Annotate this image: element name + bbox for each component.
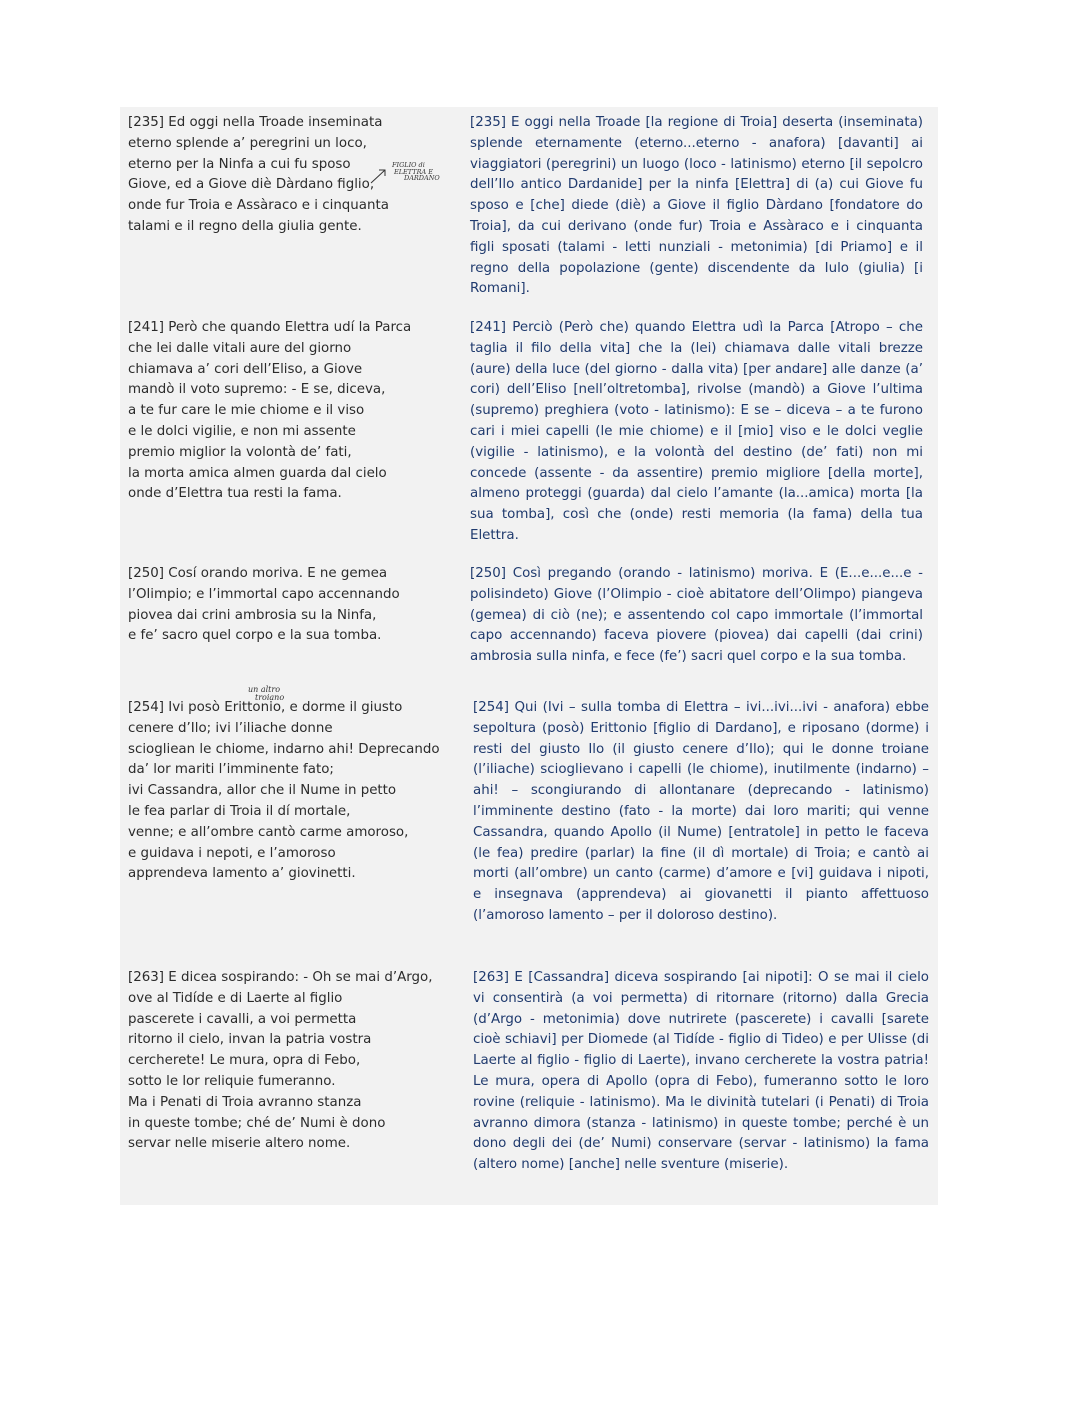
poem-line: [254] Ivi posò Erittonio, e dorme il giusto: [128, 700, 403, 715]
poem-line: che lei dalle vitali aure del giorno: [128, 340, 352, 356]
poem-line: la morta amica almen guarda dal cielo: [128, 465, 387, 481]
poem-line: in queste tombe; ché de’ Numi è dono: [128, 1115, 386, 1131]
handwritten-arrow-icon: [368, 166, 392, 186]
poem-line: chiamava a’ cori dell’Eliso, a Giove: [128, 361, 363, 377]
handwritten-note-dardano: [392, 162, 440, 182]
poem-line: Giove, ed a Giove diè Dàrdano figlio,: [128, 177, 375, 193]
poem-line: onde fur Troia e Assàraco e i cinquanta: [128, 198, 389, 214]
handwritten-line: ELETTRA E: [394, 167, 433, 176]
poem-line: l’Olimpio; e l’immortal capo accennando: [128, 586, 400, 602]
poem-line: venne; e all’ombre cantò carme amoroso,: [128, 824, 409, 840]
poem-stanza-263: [128, 968, 468, 1155]
poem-line: [250] Cosí orando moriva. E ne gemea: [128, 566, 388, 581]
poem-line: eterno splende a’ peregrini un loco,: [128, 135, 367, 151]
poem-line: [235] Ed oggi nella Troade inseminata: [128, 115, 383, 130]
poem-line: servar nelle miserie altero nome.: [128, 1136, 351, 1152]
handwritten-line: DARDANO: [404, 174, 440, 182]
poem-line: sotto le lor reliquie fumeranno.: [128, 1073, 336, 1089]
poem-line: [263] E dicea sospirando: - Oh se mai d’Argo,: [128, 970, 433, 985]
poem-stanza-250: [128, 564, 468, 647]
poem-stanza-254: [128, 698, 468, 885]
poem-line: apprendeva lamento a’ giovinetti.: [128, 866, 356, 882]
poem-line: eterno per la Ninfa a cui fu sposo: [128, 156, 351, 172]
poem-line: e le dolci vigilie, e non mi assente: [128, 423, 356, 439]
paraphrase-235: [235] E oggi nella Troade [la regione di Troia] deserta (inseminata) splende eternamente (eterno...eterno - anafora) [davanti] ai viaggiatori (peregrini) un luogo (loco - latinismo) eterno [il sepolcro dell’Ilo antico Dardanide] per la ninfa [Elettra] di (a) cui Giove fu sposo e [che] diede (diè) a Giove il figlio Dàrdano [fondatore do Troia], da cui derivano (onde fur) Troia e Assàraco e i cinquanta figli sposati (talami - letti nunziali - metonimia) [di Priamo] e il regno della popolazione (gente) discendente da Iulo (giulia) [i Romani].: [470, 115, 923, 297]
handwritten-line: troiano: [255, 693, 285, 702]
poem-line: ritorno il cielo, invan la patria vostra: [128, 1032, 372, 1048]
poem-line: e fe’ sacro quel corpo e la sua tomba.: [128, 628, 382, 644]
poem-line: ivi Cassandra, allor che il Nume in petto: [128, 783, 397, 799]
poem-line: le fea parlar di Troia il dí mortale,: [128, 803, 351, 819]
poem-line: sciogliean le chiome, indarno ahi! Deprecando: [128, 741, 440, 757]
poem-line: cercherete! Le mura, opra di Febo,: [128, 1053, 361, 1069]
poem-line: cenere d’Ilo; ivi l’iliache donne: [128, 720, 333, 736]
handwritten-line: FIGLIO di: [392, 161, 425, 169]
poem-line: [241] Però che quando Elettra udí la Parca: [128, 320, 412, 335]
poem-line: Ma i Penati di Troia avranno stanza: [128, 1094, 362, 1110]
poem-line: onde d’Elettra tua resti la fama.: [128, 486, 342, 502]
poem-line: piovea dai crini ambrosia su la Ninfa,: [128, 607, 377, 623]
poem-line: a te fur care le mie chiome e il viso: [128, 403, 365, 419]
poem-line: da’ lor mariti l’imminente fato;: [128, 762, 334, 778]
poem-line: mandò il voto supremo: - E se, diceva,: [128, 382, 386, 398]
poem-line: e guidava i nepoti, e l’amoroso: [128, 845, 336, 861]
paraphrase-263: [263] E [Cassandra] diceva sospirando [ai nipoti]: O se mai il cielo vi consentirà (a voi permetta) di ritornare (ritorno) dalla Grecia (d’Argo - metonimia) dove nutrirete (pascerete) i cavalli [sarete cioè schiavi] per Diomede (al Tidíde - figlio di Tideo) e per Ulisse (di Laerte al figlio - figlio di Laerte), invano cercherete la vostra patria! Le mura, opera di Apollo (opra di Febo), fumeranno sotto le loro rovine (reliquie - latinismo). Ma le divinità tutelari (i Penati) di Troia avranno dimora (stanza - latinismo) in queste tombe; perché è un dono degli dei (de’ Numi) conservare (servar - latinismo) la fama (altero nome) [anche] nelle sventure (miserie).: [473, 970, 929, 1173]
poem-stanza-241: [128, 318, 468, 505]
paraphrase-250: [250] Così pregando (orando - latinismo) moriva. E (E...e...e...e - polisindeto) Giove (l’Olimpio - cioè abitatore dell’Olimpo) piangeva (gemea) di ciò (ne); e assentendo col capo immortale (l’immortal capo accennando) faceva piovere (piovea) dai capelli (dai crini) ambrosia sulla ninfa, e fece (fe’) sacri quel corpo e la sua tomba.: [470, 566, 923, 665]
handwritten-line: un altro: [248, 685, 281, 694]
handwritten-note-troiano: [248, 686, 284, 702]
poem-line: pascerete i cavalli, a voi permetta: [128, 1011, 357, 1027]
poem-line: ove al Tidíde e di Laerte al figlio: [128, 990, 343, 1006]
paraphrase-254: [254] Qui (Ivi – sulla tomba di Elettra – ivi...ivi...ivi - anafora) ebbe sepoltura (posò) Erittonio [figlio di Dardano], e riposano (dorme) i resti del giusto Ilo (il giusto cenere d’Ilo); qui le donne troiane (l’iliache) scioglievano i capelli (le chiome), inutilmente (indarno) – ahi! – scongiurando di allontanare (deprecando - latinismo) l’imminente destino (fato - la morte) dai loro mariti; qui venne Cassandra, quando Apollo (il Nume) [entratole] in petto le faceva (le fea) predire (parlar) la fine (il dì mortale) di Troia; e cantò ai morti (all’ombre) un canto (carme) d’amore e [vi] guidava i nipoti, e insegnava (apprendeva) ai giovanetti il pianto affettuoso (l’amoroso lamento – per il doloroso destino).: [473, 700, 929, 923]
paraphrase-241: [241] Perciò (Però che) quando Elettra udì la Parca [Atropo – che taglia il filo della vita] che la (lei) chiamava dalle vitali brezze (aure) della luce (del giorno - dalla vita) [per andare] alle danze (a’ cori) dell’Eliso [nell’oltretomba], rivolse (mandò) a Giove l’ultima (supremo) preghiera (voto - latinismo): E se – diceva – a te furono cari i miei capelli (le mie chiome) e il [mio] viso e le dolci veglie (vigilie - latinismo), e la volontà del destino (de’ fati) non mi concede (assente - da assentire) premio migliore [della morte], almeno proteggi (guarda) dal cielo l’amante (la...amica) morta [la sua tomba], così che (onde) resti memoria (la fama) della tua Elettra.: [470, 320, 923, 543]
poem-line: talami e il regno della giulia gente.: [128, 218, 362, 234]
poem-line: premio miglior la volontà de’ fati,: [128, 444, 352, 460]
